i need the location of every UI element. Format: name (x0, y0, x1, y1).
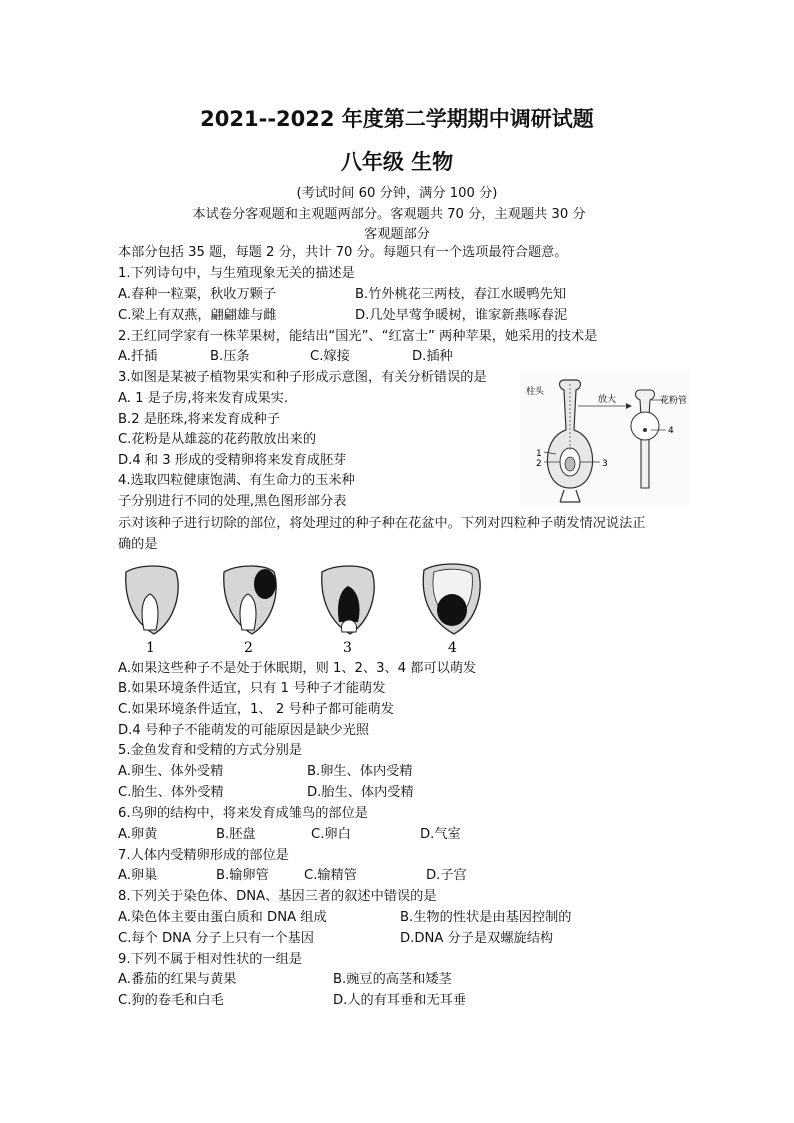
q4-option-d: D.4 号种子不能萌发的可能原因是缺少光照 (118, 723, 370, 738)
q6-option-d: D.气室 (420, 827, 461, 842)
structure-note: 本试卷分客观题和主观题两部分。客观题共 70 分，主观题共 30 分 (192, 207, 586, 222)
stigma-label: 柱头 (526, 387, 545, 397)
q1-option-c: C.梁上有双燕，翩翩雄与雌 (118, 308, 277, 323)
figure-number-3: 3 (602, 459, 608, 469)
q5-option-d: D.胎生、体内受精 (307, 785, 414, 800)
exam-info: (考试时间 60 分钟，满分 100 分) (296, 186, 498, 201)
q1-option-b: B.竹外桃花三两枝，春江水暖鸭先知 (355, 287, 567, 302)
q3-option-a: A. 1 是子房,将来发育成果实. (118, 391, 289, 406)
enlarge-label: 放大 (598, 395, 617, 405)
q4-stem-line1: 4.选取四粒健康饱满、有生命力的玉米种 (118, 473, 355, 488)
q4-option-c: C.如果环境条件适宜，1、 2 号种子都可能萌发 (118, 702, 394, 717)
figure-number-2: 2 (536, 459, 542, 469)
q8-option-a: A.染色体主要由蛋白质和 DNA 组成 (118, 910, 327, 925)
figure-number-1: 1 (536, 449, 542, 459)
q2-option-d: D.插种 (412, 349, 453, 364)
flower-fertilization-figure (520, 370, 690, 505)
q9-option-c: C.狗的卷毛和白毛 (118, 993, 224, 1008)
q5-option-b: B.卵生、体内受精 (307, 764, 413, 779)
q8-stem: 8.下列关于染色体、DNA、基因三者的叙述中错误的是 (118, 889, 437, 904)
corn-seed-1 (126, 566, 178, 634)
q3-option-c: C.花粉是从雄蕊的花药散放出来的 (118, 432, 317, 447)
corn-seeds-figure (118, 560, 496, 655)
corn-seed-2 (224, 566, 276, 634)
figure-number-4: 4 (668, 426, 674, 436)
q9-option-b: B.豌豆的高茎和矮茎 (333, 972, 452, 987)
q4-option-a: A.如果这些种子不是处于休眠期，则 1、2、3、4 都可以萌发 (118, 661, 477, 676)
q6-option-c: C.卵白 (311, 827, 351, 842)
exam-title: 2021--2022 年度第二学期期中调研试题 (200, 107, 594, 131)
q7-stem: 7.人体内受精卵形成的部位是 (118, 848, 289, 863)
q1-option-d: D.几处早莺争暖树，谁家新燕啄春泥 (355, 308, 568, 323)
instructions: 本部分包括 35 题，每题 2 分，共计 70 分。每题只有一个选项最符合题意。 (118, 245, 568, 260)
q9-stem: 9.下列不属于相对性状的一组是 (118, 952, 303, 967)
q7-option-c: C.输精管 (304, 868, 357, 883)
q8-option-b: B.生物的性状是由基因控制的 (400, 910, 572, 925)
pollen-tube-label: 花粉管 (660, 396, 688, 406)
q8-option-c: C.每个 DNA 分子上只有一个基因 (118, 931, 314, 946)
q1-stem: 1.下列诗句中，与生殖现象无关的描述是 (118, 266, 355, 281)
section-heading: 客观题部分 (364, 227, 430, 242)
q3-option-d: D.4 和 3 形成的受精卵将来发育成胚芽 (118, 453, 347, 468)
seed-label-2: 2 (244, 640, 253, 655)
q2-stem: 2.王红同学家有一株苹果树，能结出“国光”、“红富士” 两种苹果，她采用的技术是 (118, 329, 598, 344)
q7-option-b: B.输卵管 (216, 868, 269, 883)
q6-option-b: B.胚盘 (216, 827, 256, 842)
q2-option-a: A.扦插 (118, 349, 158, 364)
grade-subject: 八年级 生物 (340, 150, 454, 174)
q8-option-d: D.DNA 分子是双螺旋结构 (400, 931, 554, 946)
q5-stem: 5.金鱼发育和受精的方式分别是 (118, 743, 303, 758)
q1-option-a: A.春种一粒粟，秋收万颗子 (118, 287, 277, 302)
q7-option-d: D.子宫 (426, 868, 467, 883)
q6-option-a: A.卵黄 (118, 827, 158, 842)
q2-option-b: B.压条 (210, 349, 250, 364)
q6-stem: 6.鸟卵的结构中，将来发育成雏鸟的部位是 (118, 806, 368, 821)
q7-option-a: A.卵巢 (118, 868, 158, 883)
q4-stem-line2: 子分别进行不同的处理,黑色图形部分表 (118, 494, 347, 509)
q4-option-b: B.如果环境条件适宜，只有 1 号种子才能萌发 (118, 681, 386, 696)
corn-seed-4 (423, 564, 480, 634)
q9-option-a: A.番茄的红果与黄果 (118, 972, 237, 987)
q4-stem-line3: 示对该种子进行切除的部位，将处理过的种子种在花盆中。下列对四粒种子萌发情况说法正 (118, 516, 646, 531)
q9-option-d: D.人的有耳垂和无耳垂 (333, 993, 467, 1008)
seed-label-3: 3 (343, 640, 352, 655)
q5-option-c: C.胎生、体外受精 (118, 785, 224, 800)
seed-label-1: 1 (146, 640, 155, 655)
q3-stem: 3.如图是某被子植物果实和种子形成示意图，有关分析错误的是 (118, 370, 487, 385)
q2-option-c: C.嫁接 (310, 349, 350, 364)
q5-option-a: A.卵生、体外受精 (118, 764, 224, 779)
q4-stem-line4: 确的是 (118, 537, 158, 552)
seed-label-4: 4 (448, 640, 457, 655)
corn-seed-3 (322, 566, 374, 634)
q3-option-b: B.2 是胚珠,将来发育成种子 (118, 412, 280, 427)
